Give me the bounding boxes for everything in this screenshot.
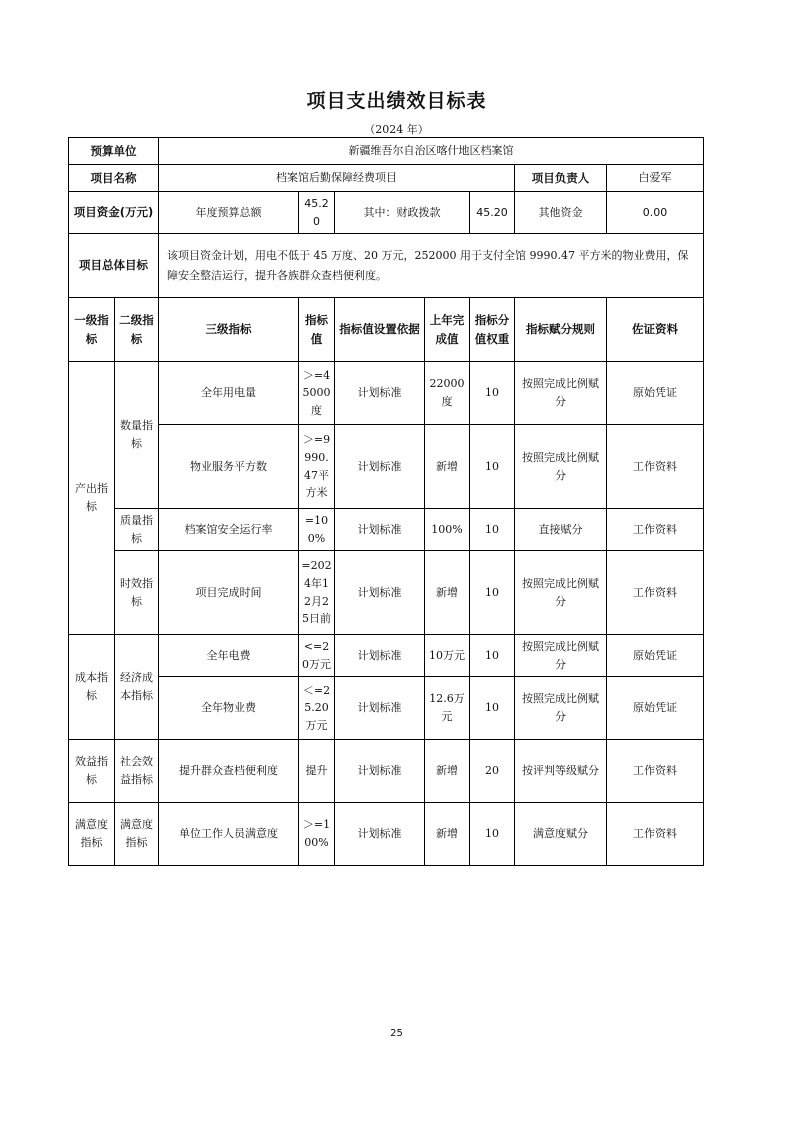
indicator-rule: 按评判等级赋分 (515, 740, 607, 803)
indicator-name: 全年用电量 (159, 362, 299, 425)
indicator-prev: 22000度 (425, 362, 470, 425)
table-row (69, 677, 704, 740)
indicator-evidence: 原始凭证 (607, 635, 704, 677)
indicator-name: 档案馆安全运行率 (159, 509, 299, 551)
header-weight: 指标分值权重 (470, 298, 515, 362)
header-prev-year: 上年完成值 (425, 298, 470, 362)
indicator-value: =100% (299, 509, 335, 551)
header-level3: 三级指标 (159, 298, 299, 362)
indicator-prev: 新增 (425, 803, 470, 866)
indicator-evidence: 工作资料 (607, 509, 704, 551)
indicator-weight: 10 (470, 425, 515, 509)
indicator-evidence: 工作资料 (607, 740, 704, 803)
header-level2: 二级指标 (115, 298, 159, 362)
project-name-value: 档案馆后勤保障经费项目 (159, 165, 515, 192)
indicator-value: <=20万元 (299, 635, 335, 677)
indicator-evidence: 原始凭证 (607, 362, 704, 425)
table-row (69, 425, 704, 509)
indicator-rule: 按照完成比例赋分 (515, 677, 607, 740)
other-funds-value: 0.00 (607, 192, 704, 234)
budget-unit-row (69, 138, 704, 165)
indicator-prev: 新增 (425, 551, 470, 635)
subgroup-social: 社会效益指标 (115, 740, 159, 803)
indicator-prev: 新增 (425, 740, 470, 803)
indicator-value: =2024年12月25日前 (299, 551, 335, 635)
indicator-basis: 计划标准 (335, 803, 425, 866)
indicator-rule: 直接赋分 (515, 509, 607, 551)
indicator-basis: 计划标准 (335, 425, 425, 509)
header-evidence: 佐证资料 (607, 298, 704, 362)
project-name-row (69, 165, 704, 192)
subgroup-quantity: 数量指标 (115, 362, 159, 509)
project-name-label: 项目名称 (69, 165, 159, 192)
page-title: 项目支出绩效目标表 (306, 90, 487, 112)
indicator-weight: 10 (470, 362, 515, 425)
other-funds-label: 其他资金 (515, 192, 607, 234)
budget-unit-value: 新疆维吾尔自治区喀什地区档案馆 (159, 138, 704, 165)
indicator-evidence: 工作资料 (607, 551, 704, 635)
header-rule: 指标赋分规则 (515, 298, 607, 362)
indicator-rule: 满意度赋分 (515, 803, 607, 866)
indicator-rule: 按照完成比例赋分 (515, 551, 607, 635)
indicator-weight: 10 (470, 803, 515, 866)
indicator-basis: 计划标准 (335, 635, 425, 677)
table-row (69, 551, 704, 635)
indicator-name: 项目完成时间 (159, 551, 299, 635)
indicator-basis: 计划标准 (335, 740, 425, 803)
overall-goal-row (69, 234, 704, 298)
indicator-evidence: 工作资料 (607, 425, 704, 509)
subgroup-quality: 质量指标 (115, 509, 159, 551)
indicator-value: ＞=45000度 (299, 362, 335, 425)
indicator-value: ＞=100% (299, 803, 335, 866)
indicator-basis: 计划标准 (335, 551, 425, 635)
subgroup-satisfaction: 满意度指标 (115, 803, 159, 866)
group-output: 产出指标 (69, 362, 115, 635)
indicator-weight: 10 (470, 635, 515, 677)
indicator-basis: 计划标准 (335, 362, 425, 425)
indicator-name: 全年电费 (159, 635, 299, 677)
indicator-basis: 计划标准 (335, 677, 425, 740)
indicator-name: 单位工作人员满意度 (159, 803, 299, 866)
year-label: （2024 年） (364, 123, 429, 136)
project-owner-label: 项目负责人 (515, 165, 607, 192)
indicator-prev: 10万元 (425, 635, 470, 677)
annual-budget-value: 45.20 (299, 192, 335, 234)
indicator-weight: 10 (470, 509, 515, 551)
indicator-rule: 按照完成比例赋分 (515, 635, 607, 677)
project-fund-label: 项目资金(万元) (69, 192, 159, 234)
table-row (69, 803, 704, 866)
performance-table (68, 137, 704, 866)
table-row (69, 740, 704, 803)
group-satisfaction: 满意度指标 (69, 803, 115, 866)
overall-goal-label: 项目总体目标 (69, 234, 159, 298)
fiscal-funds-value: 45.20 (470, 192, 515, 234)
table-row (69, 362, 704, 425)
overall-goal-text: 该项目资金计划，用电不低于 45 万度、20 万元，252000 用于支付全馆 9990.47 平方米的物业费用，保障安全整洁运行，提升各族群众查档便利度。 (159, 234, 704, 298)
group-benefit: 效益指标 (69, 740, 115, 803)
indicator-prev: 新增 (425, 425, 470, 509)
indicator-basis: 计划标准 (335, 509, 425, 551)
indicator-evidence: 工作资料 (607, 803, 704, 866)
indicator-value: 提升 (299, 740, 335, 803)
group-cost: 成本指标 (69, 635, 115, 740)
indicator-rule: 按照完成比例赋分 (515, 425, 607, 509)
table-row (69, 635, 704, 677)
header-basis: 指标值设置依据 (335, 298, 425, 362)
indicator-value: ＞=9990.47平方米 (299, 425, 335, 509)
subgroup-economic: 经济成本指标 (115, 635, 159, 740)
indicator-weight: 20 (470, 740, 515, 803)
fiscal-funds-label: 其中：财政拨款 (335, 192, 470, 234)
indicator-evidence: 原始凭证 (607, 677, 704, 740)
header-value: 指标值 (299, 298, 335, 362)
header-level1: 一级指标 (69, 298, 115, 362)
table-row (69, 509, 704, 551)
page-number: 25 (390, 1028, 403, 1039)
budget-unit-label: 预算单位 (69, 138, 159, 165)
indicator-prev: 12.6万元 (425, 677, 470, 740)
subgroup-timeliness: 时效指标 (115, 551, 159, 635)
indicator-name: 全年物业费 (159, 677, 299, 740)
indicator-value: ＜=25.20万元 (299, 677, 335, 740)
indicator-rule: 按照完成比例赋分 (515, 362, 607, 425)
indicator-name: 提升群众查档便利度 (159, 740, 299, 803)
indicator-prev: 100% (425, 509, 470, 551)
project-owner-value: 白爱军 (607, 165, 704, 192)
annual-budget-label: 年度预算总额 (159, 192, 299, 234)
header-row (69, 298, 704, 362)
indicator-weight: 10 (470, 551, 515, 635)
indicator-name: 物业服务平方数 (159, 425, 299, 509)
indicator-weight: 10 (470, 677, 515, 740)
project-fund-row (69, 192, 704, 234)
